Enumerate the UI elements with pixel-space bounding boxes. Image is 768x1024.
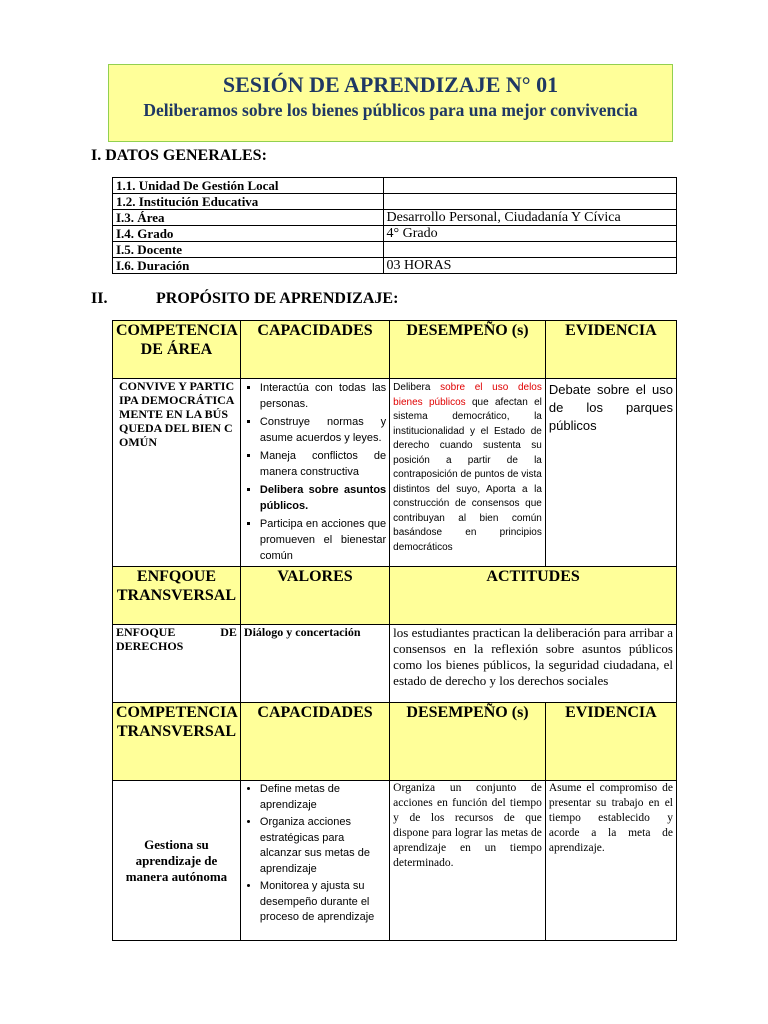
desempeno-verb: Delibera [393,382,431,393]
header-competencia-area: COMPETENCIA DE ÁREA [113,321,241,379]
datos-key: I.5. Docente [113,242,384,258]
table-row [113,178,677,194]
table-row [113,625,677,703]
datos-generales-table [112,177,677,274]
evidencia-cell: Debate sobre el uso de los parques públicos [545,379,676,567]
header-desempeno-t: DESEMPEÑO (s) [390,703,546,781]
list-item: ▪ Participa en acciones que promueven el bienestar común [260,516,386,564]
table-row [113,258,677,274]
table-row [113,210,677,226]
proposito-table [112,320,677,941]
datos-key: 1.1. Unidad De Gestión Local [113,178,384,194]
header-capacidades: CAPACIDADES [240,321,389,379]
datos-key: 1.2. Institución Educativa [113,194,384,210]
datos-value [383,242,676,258]
table-row [113,781,677,941]
section-num-2: II. [91,290,108,307]
desempeno-highlight: sobre el uso delos bienes públicos [393,382,542,408]
datos-value: 4° Grado [383,226,676,242]
list-item: ▪ Maneja conflictos de manera constructiva [260,448,386,480]
list-item: ▪ Construye normas y asume acuerdos y leyes. [260,414,386,446]
competencia-transversal-cell: Gestiona su aprendizaje de manera autónoma [113,781,241,941]
datos-value [383,178,676,194]
header-valores: VALORES [240,567,389,625]
list-item: • Define metas de aprendizaje [260,782,386,813]
actitudes-cell: los estudiantes practican la deliberación para arribar a consensos en la reflexión sobre asuntos públicos como los bienes públicos, la seguridad ciudadana, el estado de derecho y los derechos sociales [390,625,677,703]
table-row [113,194,677,210]
datos-value: Desarrollo Personal, Ciudadanía Y Cívica [383,210,676,226]
table-row [113,379,677,567]
datos-key: I.6. Duración [113,258,384,274]
table-header-row [113,567,677,625]
header-desempeno: DESEMPEÑO (s) [390,321,546,379]
datos-key: I.3. Área [113,210,384,226]
section-proposito: PROPÓSITO DE APRENDIZAJE: [156,290,399,307]
datos-value [383,194,676,210]
capacidades-t-cell [240,781,389,941]
table-header-row [113,321,677,379]
desempeno-text: que afectan el sistema democrático, la institucionalidad y el Estado de derecho cuando sustenta su posición a partir de la contraposición de puntos de vista distintos del suyo, Aporta a la construcción de consensos que contribuyan al bien común basándose en principios democráticos [393,396,542,553]
competencia-cell: CONVIVE Y PARTICIPA DEMOCRÁTICAMENTE EN LA BÚSQUEDA DEL BIEN COMÚN [113,379,241,567]
list-item: ▪ Delibera sobre asuntos públicos. [260,482,386,514]
header-evidencia-t: EVIDENCIA [545,703,676,781]
datos-value: 03 HORAS [383,258,676,274]
table-row [113,242,677,258]
header-competencia-transversal: COMPETENCIA TRANSVERSAL [113,703,241,781]
title-box [108,64,673,142]
datos-key: I.4. Grado [113,226,384,242]
session-title: SESIÓN DE APRENDIZAJE N° 01 [222,72,559,97]
enfoque-cell: ENFOQUE DE DERECHOS [113,625,241,703]
desempeno-t-cell: Organiza un conjunto de acciones en función del tiempo y de los recursos de que dispone para lograr las metas de aprendizaje en un tiempo determinado. [390,781,546,941]
valores-cell: Diálogo y concertación [240,625,389,703]
header-evidencia: EVIDENCIA [545,321,676,379]
list-item: • Monitorea y ajusta su desempeño durante el proceso de aprendizaje [260,879,386,926]
table-row [113,226,677,242]
table-header-row [113,703,677,781]
header-enfoque-transversal: ENFQOUE TRANSVERSAL [113,567,241,625]
capacidades-cell [240,379,389,567]
session-subtitle: Deliberamos sobre los bienes públicos para una mejor convivencia [143,100,638,120]
evidencia-t-cell: Asume el compromiso de presentar su trabajo en el tiempo establecido y acorde a la meta de aprendizaje. [545,781,676,941]
header-capacidades-t: CAPACIDADES [240,703,389,781]
desempeno-cell [390,379,546,567]
list-item: • Organiza acciones estratégicas para alcanzar sus metas de aprendizaje [260,815,386,877]
list-item: ▪ Interactúa con todas las personas. [260,380,386,412]
section-datos-generales: I. DATOS GENERALES: [91,147,267,164]
header-actitudes: ACTITUDES [390,567,677,625]
